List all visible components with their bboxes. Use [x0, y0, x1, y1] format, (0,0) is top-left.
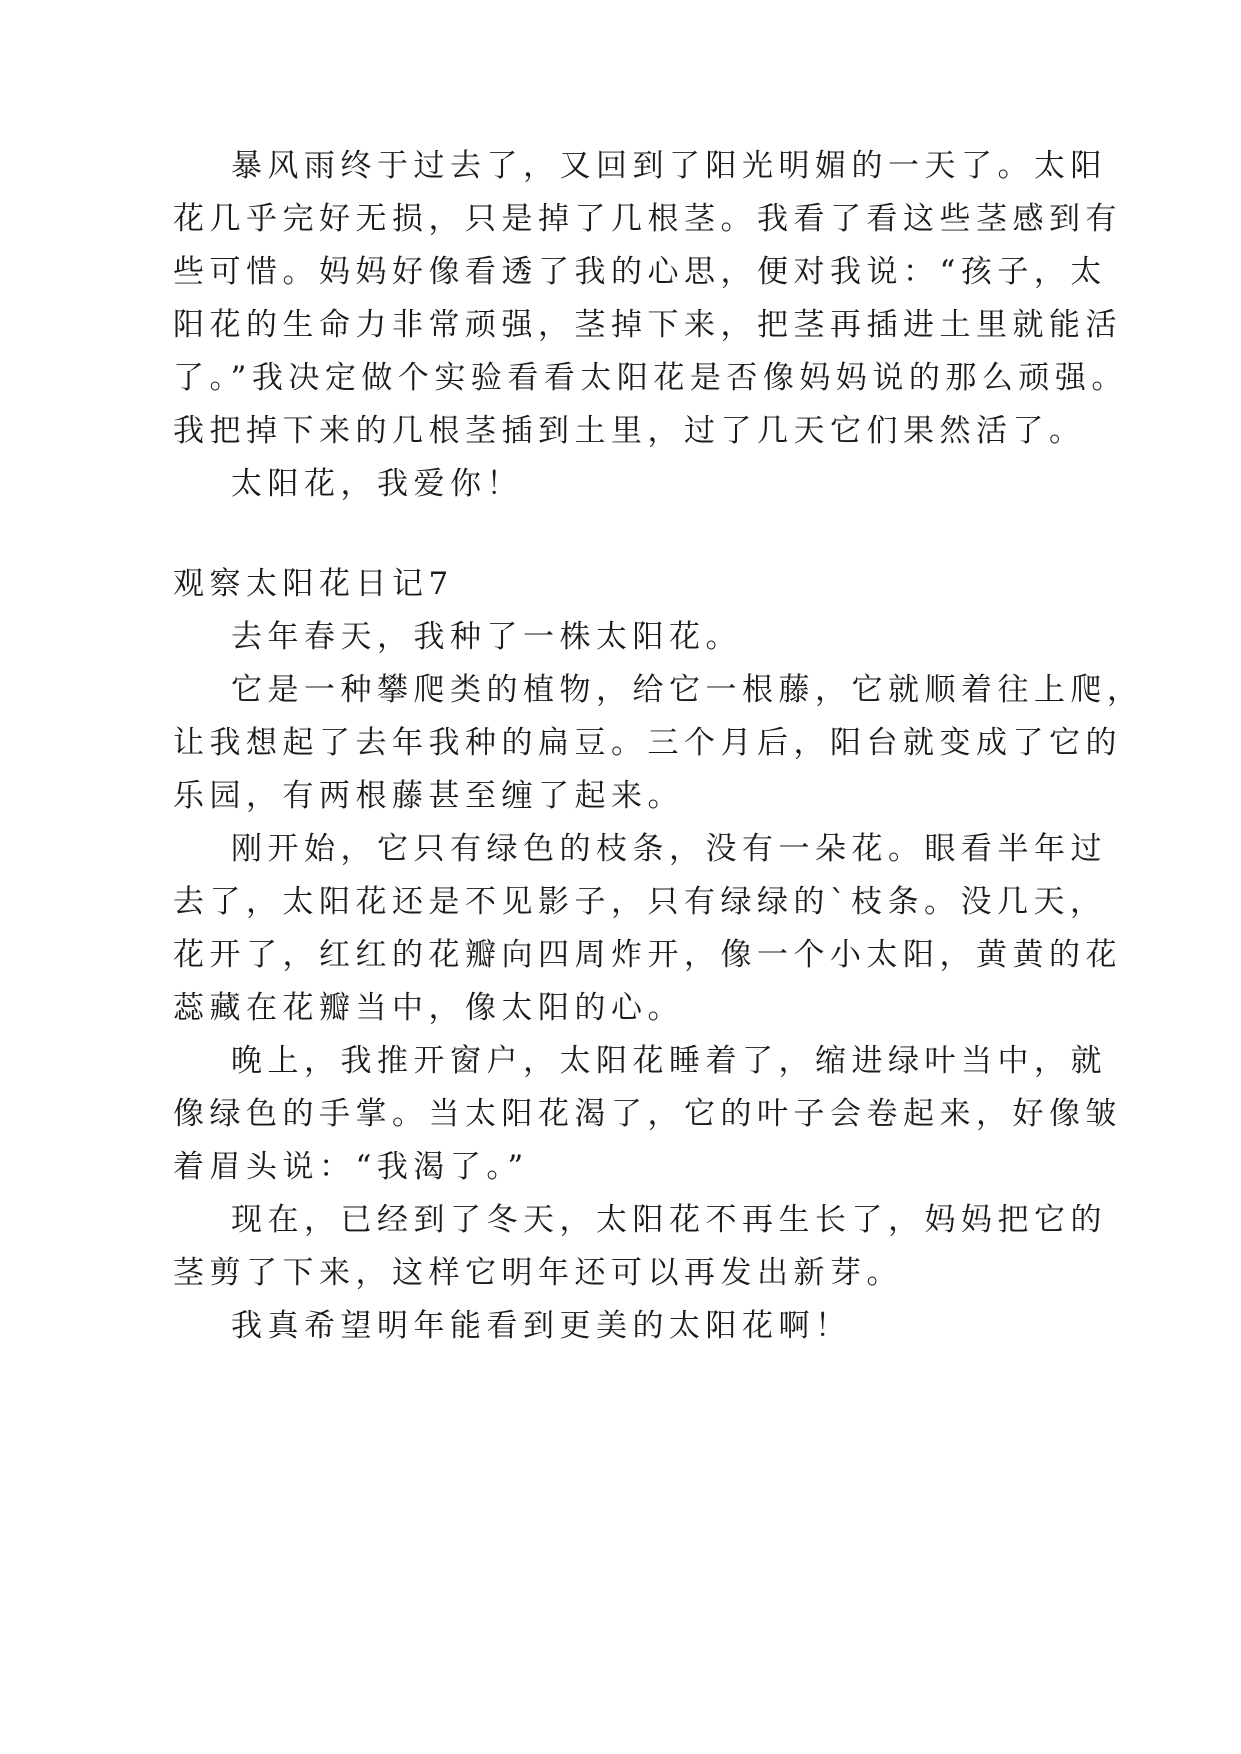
paragraph-line: 着眉头说：“我渴了。”: [173, 1149, 529, 1185]
section-title: 观察太阳花日记7: [173, 566, 454, 602]
paragraph-line: 蕊藏在花瓣当中，像太阳的心。: [173, 990, 684, 1026]
paragraph-line: 像绿色的手掌。当太阳花渴了，它的叶子会卷起来，好像皱: [173, 1096, 1122, 1132]
paragraph-line: 去年春天，我种了一株太阳花。: [231, 619, 742, 655]
paragraph-line: 刚开始，它只有绿色的枝条，没有一朵花。眼看半年过: [231, 831, 1107, 867]
paragraph-line: 花几乎完好无损，只是掉了几根茎。我看了看这些茎感到有: [173, 201, 1122, 237]
paragraph-line: 我真希望明年能看到更美的太阳花啊！: [231, 1308, 852, 1344]
paragraph-line: 现在，已经到了冬天，太阳花不再生长了，妈妈把它的: [231, 1202, 1107, 1238]
paragraph-line: 暴风雨终于过去了，又回到了阳光明媚的一天了。太阳: [231, 148, 1107, 184]
paragraph-line: 阳花的生命力非常顽强，茎掉下来，把茎再插进土里就能活: [173, 307, 1122, 343]
paragraph-line: 乐园，有两根藤甚至缠了起来。: [173, 778, 684, 814]
paragraph-line: 了。”我决定做个实验看看太阳花是否像妈妈说的那么顽强。: [173, 360, 1128, 396]
paragraph-line: 去了，太阳花还是不见影子，只有绿绿的`枝条。没几天，: [173, 884, 1107, 920]
paragraph-line: 茎剪了下来，这样它明年还可以再发出新芽。: [173, 1255, 903, 1291]
paragraph-line: 晚上，我推开窗户，太阳花睡着了，缩进绿叶当中，就: [231, 1043, 1107, 1079]
paragraph-line: 让我想起了去年我种的扁豆。三个月后，阳台就变成了它的: [173, 725, 1122, 761]
paragraph-line: 它是一种攀爬类的植物，给它一根藤，它就顺着往上爬，: [231, 672, 1144, 708]
paragraph-line: 花开了，红红的花瓣向四周炸开，像一个小太阳，黄黄的花: [173, 937, 1122, 973]
paragraph-line: 些可惜。妈妈好像看透了我的心思，便对我说：“孩子，太: [173, 254, 1107, 290]
paragraph-line: 我把掉下来的几根茎插到土里，过了几天它们果然活了。: [173, 413, 1086, 449]
paragraph-line: 太阳花，我爱你！: [231, 466, 523, 502]
